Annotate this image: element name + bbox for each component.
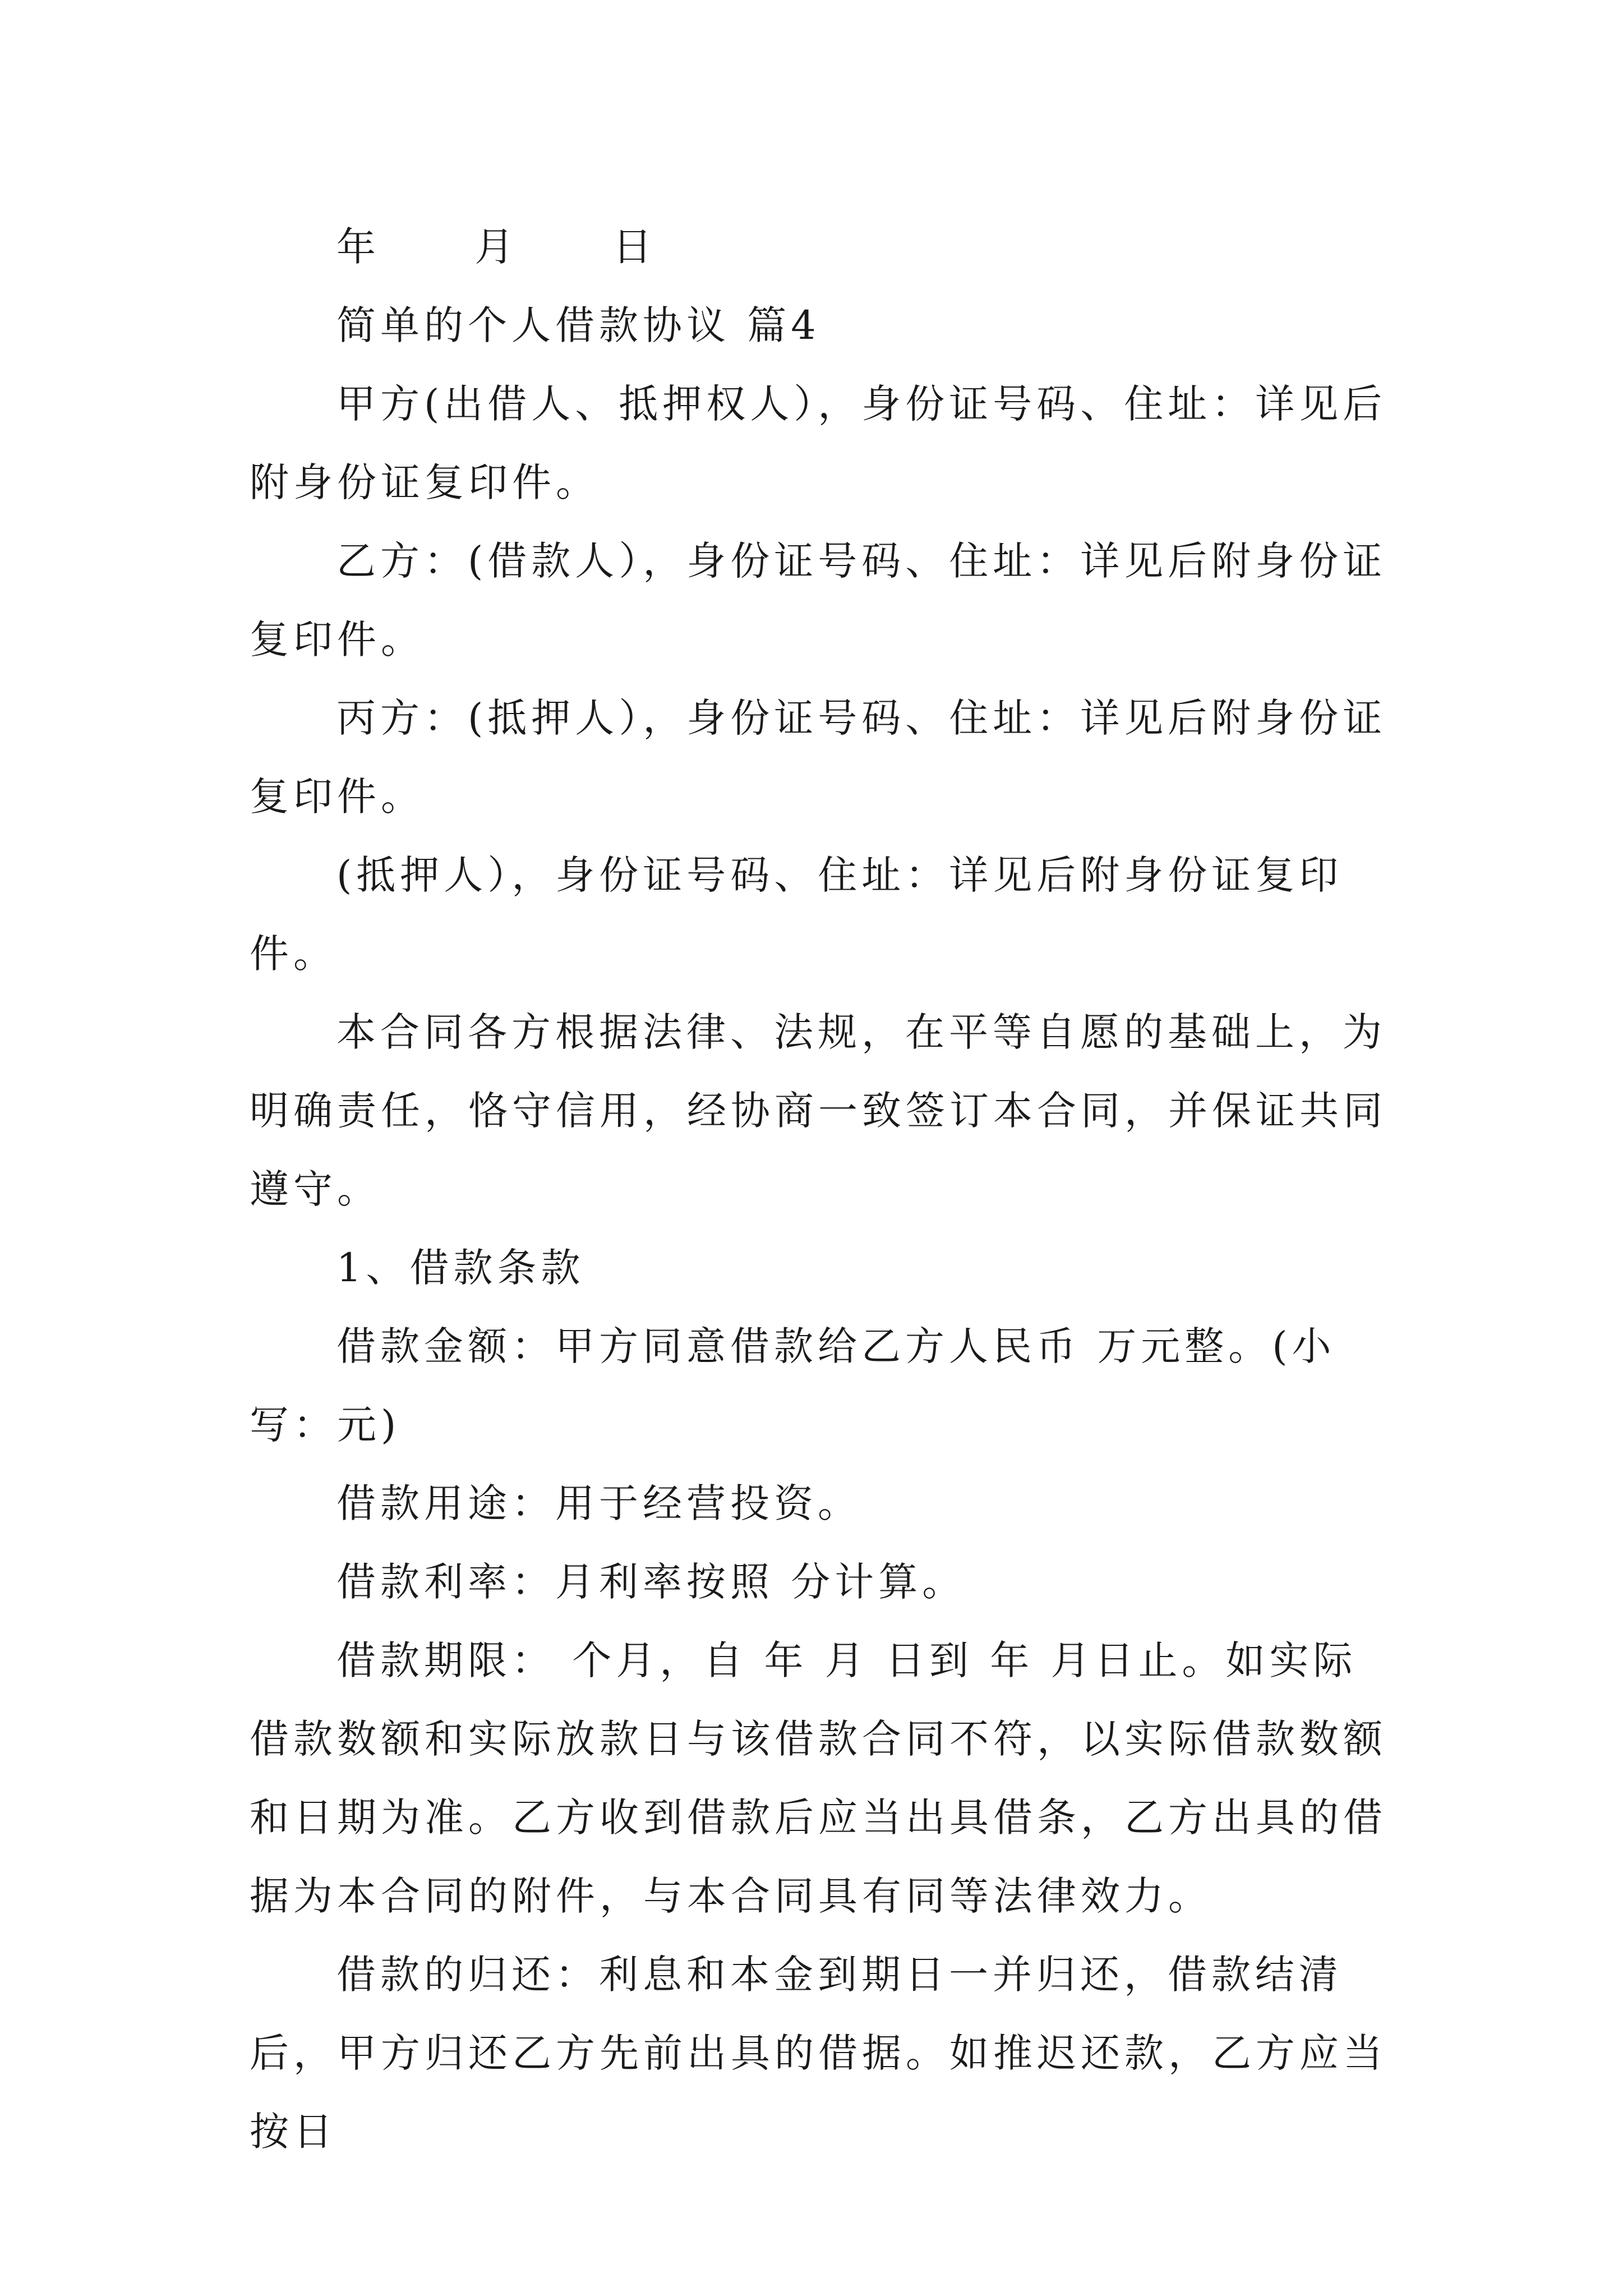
loan-term-paragraph: 借款期限： 个月，自 年 月 日到 年 月日止。如实际借款数额和实际放款日与该借款合同不符，以实际借款数额和日期为准。乙方收到借款后应当出具借条，乙方出具的借据为本合同的附件，与本合同具有同等法律效力。 — [250, 1637, 1387, 1919]
agreement-title: 简单的个人借款协议 篇4 — [336, 302, 820, 348]
party-b-paragraph: 乙方：(借款人），身份证号码、住址：详见后附身份证复印件。 — [250, 538, 1387, 662]
section-heading: 1、借款条款 — [336, 1245, 585, 1291]
loan-purpose-paragraph: 借款用途：用于经营投资。 — [336, 1480, 861, 1526]
mortgagor-paragraph: (抵押人），身份证号码、住址：详见后附身份证复印件。 — [250, 852, 1343, 977]
loan-rate-paragraph: 借款利率：月利率按照 分计算。 — [336, 1559, 966, 1605]
party-a-paragraph: 甲方(出借人、抵押权人），身份证号码、住址：详见后附身份证复印件。 — [250, 381, 1387, 505]
loan-amount-paragraph: 借款金额：甲方同意借款给乙方人民币 万元整。(小写：元) — [250, 1323, 1336, 1448]
date-line: 年 月 日 — [336, 224, 657, 270]
loan-repayment-paragraph: 借款的归还：利息和本金到期日一并归还，借款结清后，甲方归还乙方先前出具的借据。如推迟还款，乙方应当按日 — [250, 1952, 1387, 2155]
document-body — [250, 208, 1388, 2171]
party-c-paragraph: 丙方：(抵押人），身份证号码、住址：详见后附身份证复印件。 — [250, 695, 1387, 820]
preamble-paragraph: 本合同各方根据法律、法规，在平等自愿的基础上，为明确责任，恪守信用，经协商一致签订本合同，并保证共同遵守。 — [250, 1009, 1387, 1212]
